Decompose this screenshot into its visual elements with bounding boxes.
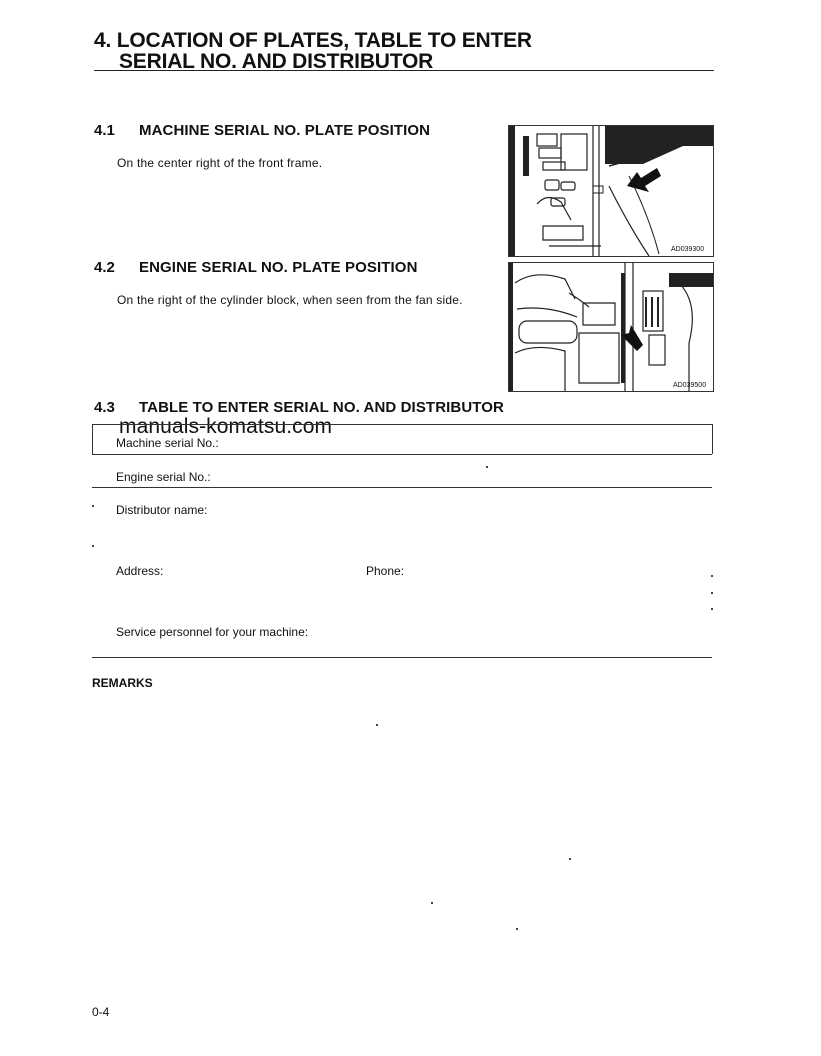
scan-speck: [486, 466, 488, 468]
scan-speck: [92, 505, 94, 507]
phone-label: Phone:: [366, 564, 405, 578]
remarks-label: REMARKS: [92, 676, 153, 690]
image-code-2: AD039500: [673, 382, 707, 389]
machine-plate-photo: [508, 125, 714, 257]
scan-speck: [516, 928, 518, 930]
page-number: 0-4: [92, 1005, 110, 1019]
service-personnel-label: Service personnel for your machine:: [116, 625, 309, 639]
scan-speck: [431, 902, 433, 904]
title-rule: [94, 70, 714, 71]
page-title-line2: SERIAL NO. AND DISTRIBUTOR: [119, 50, 434, 73]
table-right-rule: [712, 424, 713, 454]
table-rule-3: [92, 487, 712, 488]
section-4-3-heading: TABLE TO ENTER SERIAL NO. AND DISTRIBUTOR: [139, 399, 504, 416]
scan-speck: [92, 545, 94, 547]
scan-speck: [711, 608, 713, 610]
table-top-rule: [92, 424, 712, 425]
section-4-1-text: On the center right of the front frame.: [117, 156, 323, 170]
table-left-rule: [92, 424, 93, 454]
watermark: manuals-komatsu.com: [119, 415, 333, 438]
section-4-1-heading: MACHINE SERIAL NO. PLATE POSITION: [139, 122, 431, 139]
page-title: [94, 30, 532, 72]
table-rule-2: [92, 454, 712, 455]
section-4-1-number: 4.1: [94, 122, 115, 139]
engine-serial-label: Engine serial No.:: [116, 470, 211, 484]
section-4-2-text: On the right of the cylinder block, when seen from the fan side.: [117, 293, 463, 307]
image-code-1: AD039300: [671, 246, 705, 253]
scan-speck: [711, 592, 713, 594]
machine-plate-illustration: [509, 126, 713, 256]
machine-serial-label: Machine serial No.:: [116, 436, 219, 450]
engine-plate-illustration: [509, 263, 713, 391]
section-4-2-number: 4.2: [94, 259, 115, 276]
distributor-name-label: Distributor name:: [116, 503, 208, 517]
page-title-line1: 4. LOCATION OF PLATES, TABLE TO ENTER: [94, 29, 532, 52]
address-label: Address:: [116, 564, 164, 578]
engine-plate-photo: [508, 262, 714, 392]
scan-speck: [376, 724, 378, 726]
scan-speck: [711, 575, 713, 577]
scan-speck: [569, 858, 571, 860]
section-4-2-heading: ENGINE SERIAL NO. PLATE POSITION: [139, 259, 418, 276]
table-bottom-rule: [92, 657, 712, 658]
section-4-3-number: 4.3: [94, 399, 115, 416]
